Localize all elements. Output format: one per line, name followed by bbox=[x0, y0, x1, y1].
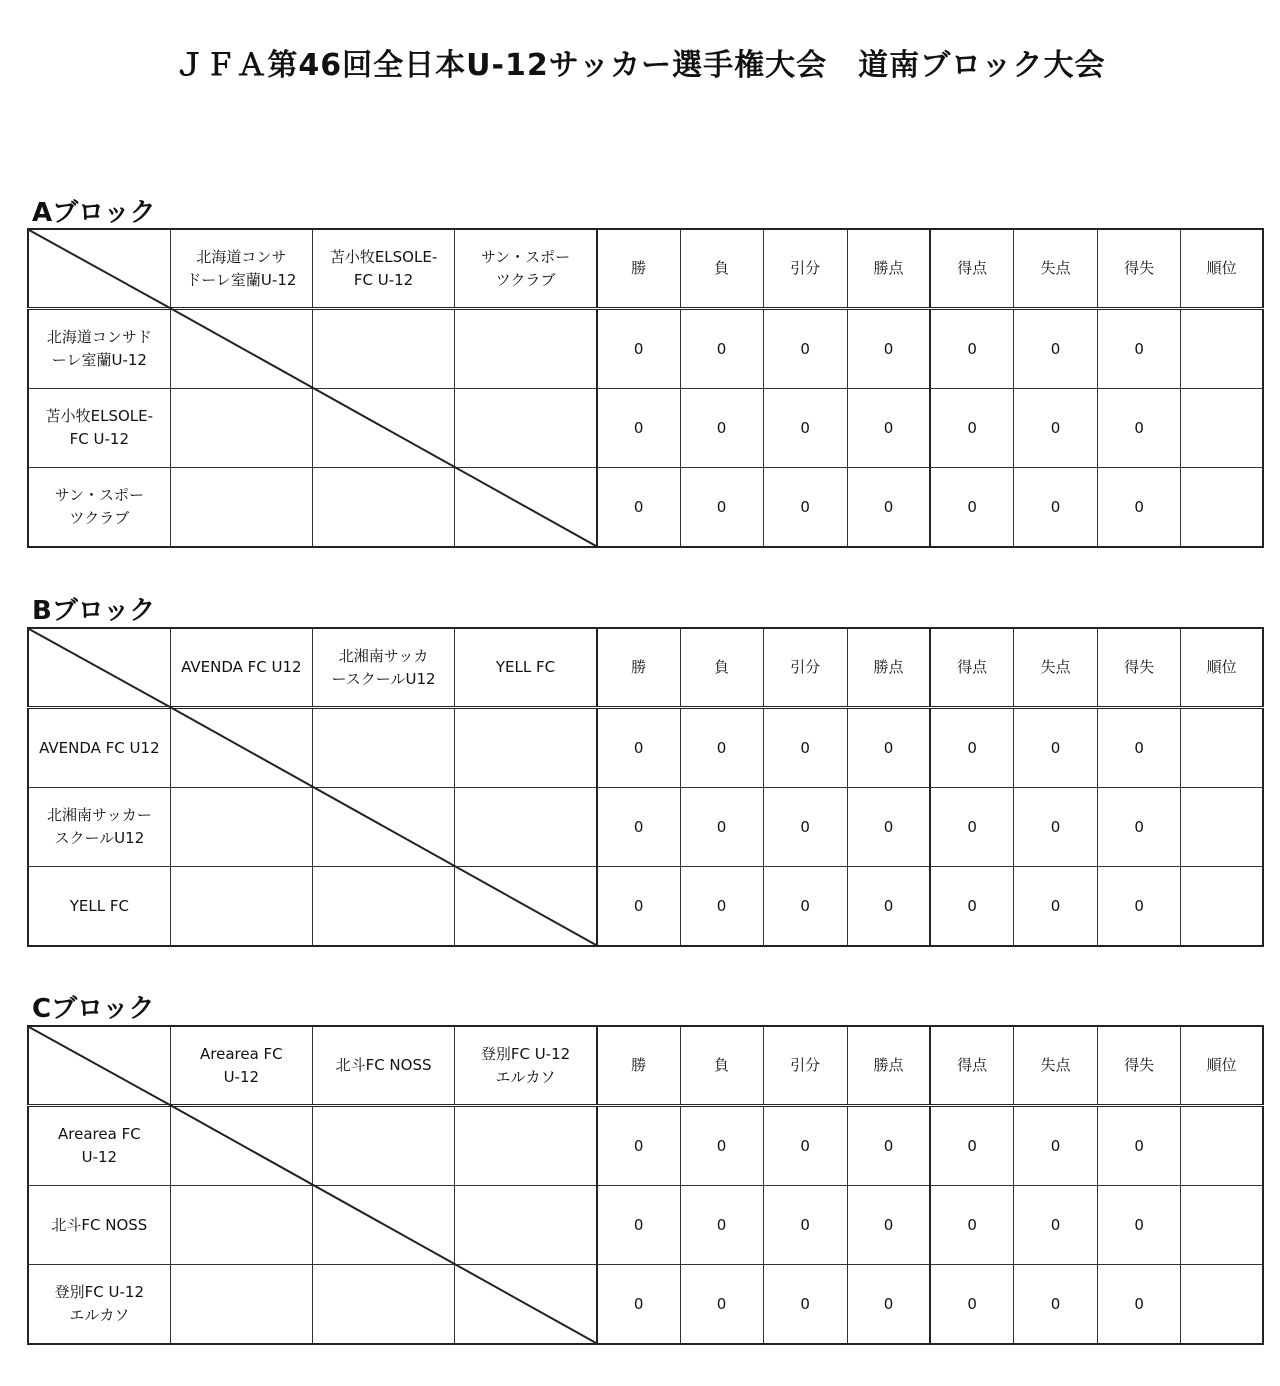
match-result-cell bbox=[170, 1186, 312, 1265]
standings-block bbox=[27, 228, 1264, 548]
stat-value: 0 bbox=[1014, 468, 1098, 548]
stat-value: 0 bbox=[597, 309, 680, 389]
table-row bbox=[28, 389, 1263, 468]
stat-value bbox=[1181, 788, 1263, 867]
match-result-cell bbox=[170, 389, 312, 468]
stat-value: 0 bbox=[597, 1106, 680, 1186]
standings-table bbox=[27, 1025, 1264, 1345]
stat-value: 0 bbox=[930, 309, 1013, 389]
stat-value: 0 bbox=[1014, 788, 1098, 867]
stat-header: 勝 bbox=[597, 628, 680, 708]
stat-value: 0 bbox=[1098, 708, 1181, 788]
match-result-cell bbox=[312, 788, 454, 867]
standings-block bbox=[27, 1025, 1264, 1345]
opponent-header: 北湘南サッカ ースクールU12 bbox=[312, 628, 454, 708]
stat-value: 0 bbox=[763, 1106, 847, 1186]
match-result-cell bbox=[455, 1106, 597, 1186]
stat-value: 0 bbox=[847, 1106, 930, 1186]
table-row bbox=[28, 1186, 1263, 1265]
team-name: AVENDA FC U12 bbox=[28, 708, 170, 788]
table-row bbox=[28, 1106, 1263, 1186]
opponent-header: Arearea FC U-12 bbox=[170, 1026, 312, 1106]
header-row bbox=[28, 628, 1263, 708]
header-row bbox=[28, 1026, 1263, 1106]
stat-value: 0 bbox=[1098, 389, 1181, 468]
stat-value bbox=[1181, 468, 1263, 548]
team-name: 北湘南サッカー スクールU12 bbox=[28, 788, 170, 867]
match-result-cell bbox=[455, 309, 597, 389]
stat-value: 0 bbox=[847, 309, 930, 389]
stat-value: 0 bbox=[930, 708, 1013, 788]
match-result-cell bbox=[170, 708, 312, 788]
stat-value: 0 bbox=[680, 708, 763, 788]
stat-value bbox=[1181, 708, 1263, 788]
match-result-cell bbox=[312, 1106, 454, 1186]
match-result-cell bbox=[170, 788, 312, 867]
stat-value: 0 bbox=[930, 867, 1013, 947]
stat-value: 0 bbox=[1014, 389, 1098, 468]
opponent-header: AVENDA FC U12 bbox=[170, 628, 312, 708]
stat-value: 0 bbox=[680, 1265, 763, 1345]
stat-value: 0 bbox=[680, 788, 763, 867]
table-row bbox=[28, 1265, 1263, 1345]
stat-value: 0 bbox=[1098, 309, 1181, 389]
stat-value: 0 bbox=[1098, 1186, 1181, 1265]
stat-value: 0 bbox=[1014, 867, 1098, 947]
stat-header: 順位 bbox=[1181, 1026, 1263, 1106]
stat-value: 0 bbox=[1014, 1265, 1098, 1345]
stat-value: 0 bbox=[930, 468, 1013, 548]
stat-value: 0 bbox=[763, 1186, 847, 1265]
stat-value: 0 bbox=[680, 389, 763, 468]
table-row bbox=[28, 788, 1263, 867]
stat-header: 引分 bbox=[763, 628, 847, 708]
stat-header: 失点 bbox=[1014, 1026, 1098, 1106]
corner-cell bbox=[28, 1026, 170, 1106]
stat-header: 失点 bbox=[1014, 229, 1098, 309]
match-result-cell bbox=[312, 708, 454, 788]
match-result-cell bbox=[455, 867, 597, 947]
stat-value: 0 bbox=[597, 468, 680, 548]
stat-value: 0 bbox=[680, 1186, 763, 1265]
stat-header: 引分 bbox=[763, 229, 847, 309]
stat-value: 0 bbox=[847, 1265, 930, 1345]
team-name: 北海道コンサド ーレ室蘭U-12 bbox=[28, 309, 170, 389]
team-name: 登別FC U-12 エルカソ bbox=[28, 1265, 170, 1345]
stat-value: 0 bbox=[680, 309, 763, 389]
corner-cell bbox=[28, 628, 170, 708]
stat-value: 0 bbox=[1098, 1106, 1181, 1186]
standings-block bbox=[27, 627, 1264, 947]
stat-header: 負 bbox=[680, 628, 763, 708]
stat-value: 0 bbox=[930, 389, 1013, 468]
match-result-cell bbox=[170, 1265, 312, 1345]
stat-header: 得失 bbox=[1098, 1026, 1181, 1106]
stat-value: 0 bbox=[1014, 1106, 1098, 1186]
block-label: Bブロック bbox=[32, 596, 156, 626]
stat-value: 0 bbox=[680, 1106, 763, 1186]
stat-header: 勝点 bbox=[847, 628, 930, 708]
page-title: ＪＦＡ第46回全日本U-12サッカー選手権大会 道南ブロック大会 bbox=[174, 48, 1106, 83]
team-name: Arearea FC U-12 bbox=[28, 1106, 170, 1186]
opponent-header: YELL FC bbox=[455, 628, 597, 708]
stat-value: 0 bbox=[1014, 309, 1098, 389]
standings-table bbox=[27, 228, 1264, 548]
stat-value: 0 bbox=[763, 708, 847, 788]
stat-header: 順位 bbox=[1181, 229, 1263, 309]
stat-header: 順位 bbox=[1181, 628, 1263, 708]
stat-value: 0 bbox=[847, 468, 930, 548]
stat-value: 0 bbox=[597, 1186, 680, 1265]
stat-header: 勝 bbox=[597, 1026, 680, 1106]
match-result-cell bbox=[312, 1265, 454, 1345]
stat-value bbox=[1181, 1186, 1263, 1265]
opponent-header: 苫小牧ELSOLE- FC U-12 bbox=[312, 229, 454, 309]
stat-value: 0 bbox=[763, 468, 847, 548]
team-name: 苫小牧ELSOLE- FC U-12 bbox=[28, 389, 170, 468]
stat-value: 0 bbox=[763, 389, 847, 468]
stat-value: 0 bbox=[930, 1265, 1013, 1345]
opponent-header: 登別FC U-12 エルカソ bbox=[455, 1026, 597, 1106]
stat-value: 0 bbox=[680, 468, 763, 548]
stat-value: 0 bbox=[597, 389, 680, 468]
stat-value: 0 bbox=[680, 867, 763, 947]
stat-header: 得点 bbox=[930, 229, 1013, 309]
stat-header: 勝 bbox=[597, 229, 680, 309]
header-row bbox=[28, 229, 1263, 309]
block-label: Aブロック bbox=[32, 198, 156, 228]
stat-value: 0 bbox=[930, 1186, 1013, 1265]
standings-table bbox=[27, 627, 1264, 947]
opponent-header: 北斗FC NOSS bbox=[312, 1026, 454, 1106]
match-result-cell bbox=[455, 389, 597, 468]
stat-value: 0 bbox=[847, 708, 930, 788]
table-row bbox=[28, 309, 1263, 389]
stat-value bbox=[1181, 309, 1263, 389]
stat-value: 0 bbox=[847, 867, 930, 947]
stat-value: 0 bbox=[1098, 468, 1181, 548]
match-result-cell bbox=[170, 468, 312, 548]
stat-value: 0 bbox=[1014, 708, 1098, 788]
match-result-cell bbox=[455, 468, 597, 548]
stat-value: 0 bbox=[597, 867, 680, 947]
match-result-cell bbox=[170, 867, 312, 947]
stat-value: 0 bbox=[847, 389, 930, 468]
stat-value: 0 bbox=[1014, 1186, 1098, 1265]
stat-header: 引分 bbox=[763, 1026, 847, 1106]
stat-header: 負 bbox=[680, 1026, 763, 1106]
match-result-cell bbox=[312, 1186, 454, 1265]
stat-value bbox=[1181, 1265, 1263, 1345]
stat-value: 0 bbox=[763, 867, 847, 947]
match-result-cell bbox=[312, 468, 454, 548]
match-result-cell bbox=[312, 389, 454, 468]
stat-header: 得点 bbox=[930, 628, 1013, 708]
match-result-cell bbox=[312, 309, 454, 389]
stat-value: 0 bbox=[597, 788, 680, 867]
stat-value bbox=[1181, 1106, 1263, 1186]
stat-value: 0 bbox=[763, 1265, 847, 1345]
match-result-cell bbox=[455, 788, 597, 867]
stat-header: 得失 bbox=[1098, 229, 1181, 309]
stat-header: 勝点 bbox=[847, 1026, 930, 1106]
stat-value: 0 bbox=[847, 788, 930, 867]
opponent-header: 北海道コンサ ドーレ室蘭U-12 bbox=[170, 229, 312, 309]
stat-header: 失点 bbox=[1014, 628, 1098, 708]
team-name: サン・スポー ツクラブ bbox=[28, 468, 170, 548]
stat-value: 0 bbox=[930, 788, 1013, 867]
match-result-cell bbox=[455, 1265, 597, 1345]
stat-value: 0 bbox=[763, 309, 847, 389]
stat-value bbox=[1181, 389, 1263, 468]
stat-value: 0 bbox=[763, 788, 847, 867]
table-row bbox=[28, 468, 1263, 548]
block-label: Cブロック bbox=[32, 994, 155, 1024]
stat-value bbox=[1181, 867, 1263, 947]
match-result-cell bbox=[170, 309, 312, 389]
stat-header: 負 bbox=[680, 229, 763, 309]
stat-header: 得点 bbox=[930, 1026, 1013, 1106]
opponent-header: サン・スポー ツクラブ bbox=[455, 229, 597, 309]
stat-value: 0 bbox=[1098, 867, 1181, 947]
match-result-cell bbox=[312, 867, 454, 947]
match-result-cell bbox=[455, 708, 597, 788]
stat-value: 0 bbox=[1098, 788, 1181, 867]
team-name: 北斗FC NOSS bbox=[28, 1186, 170, 1265]
stat-header: 得失 bbox=[1098, 628, 1181, 708]
table-row bbox=[28, 867, 1263, 947]
stat-value: 0 bbox=[597, 708, 680, 788]
stat-value: 0 bbox=[597, 1265, 680, 1345]
table-row bbox=[28, 708, 1263, 788]
stat-header: 勝点 bbox=[847, 229, 930, 309]
stat-value: 0 bbox=[930, 1106, 1013, 1186]
stat-value: 0 bbox=[1098, 1265, 1181, 1345]
team-name: YELL FC bbox=[28, 867, 170, 947]
match-result-cell bbox=[455, 1186, 597, 1265]
corner-cell bbox=[28, 229, 170, 309]
match-result-cell bbox=[170, 1106, 312, 1186]
stat-value: 0 bbox=[847, 1186, 930, 1265]
